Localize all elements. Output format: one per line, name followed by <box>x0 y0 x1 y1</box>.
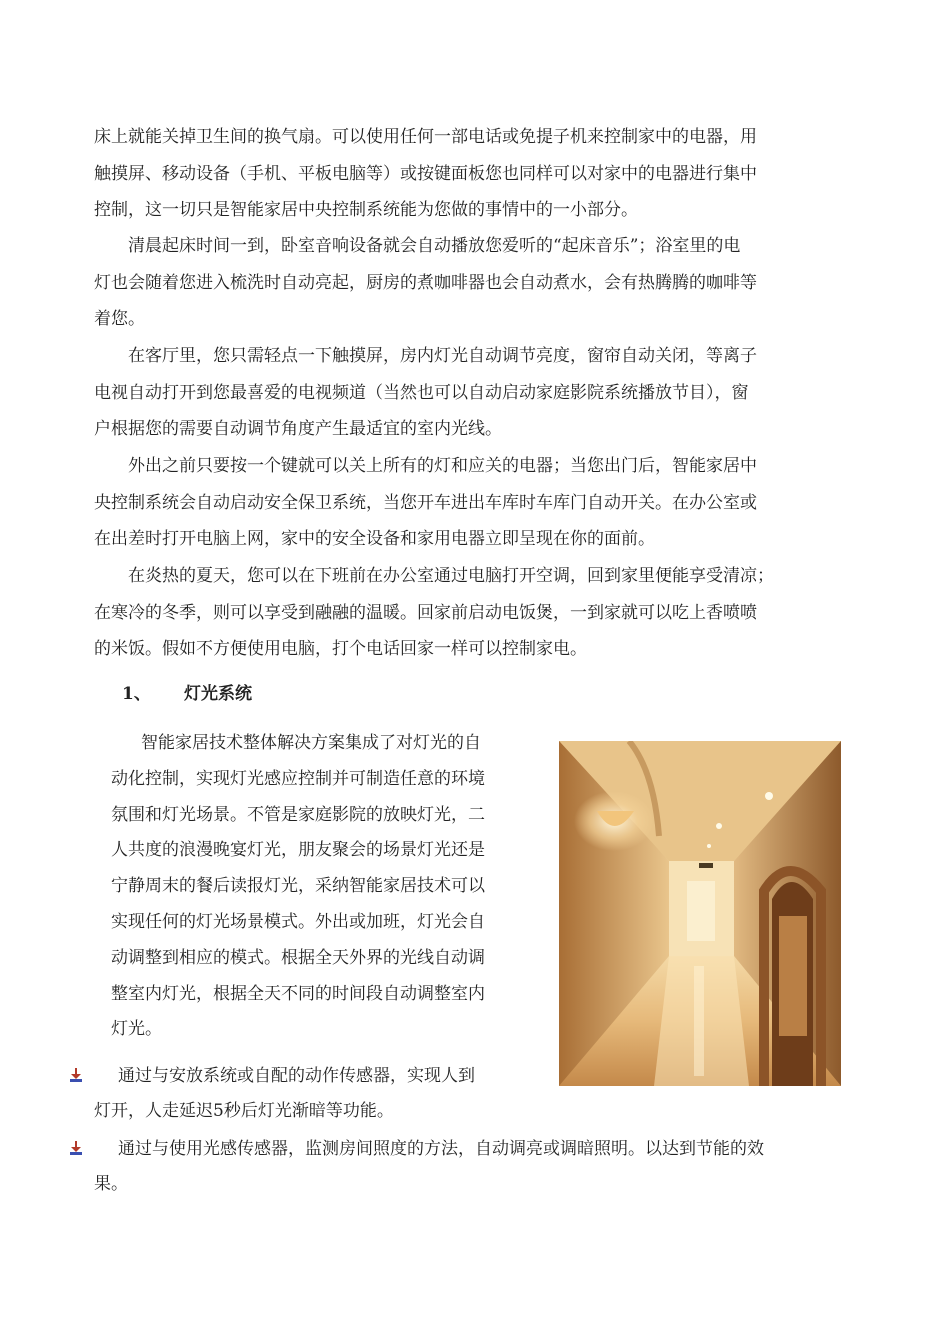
paragraph-1 <box>94 119 859 229</box>
paragraph-3 <box>94 338 859 448</box>
text-line: 外出之前只要按一个键就可以关上所有的灯和应关的电器；当您出门后，智能家居中 <box>94 456 757 476</box>
text-line: 电视自动打开到您最喜爱的电视频道（当然也可以自动启动家庭影院系统播放节目），窗 <box>94 382 749 403</box>
text-line: 户根据您的需要自动调节角度产生最适宜的室内光线。 <box>94 419 502 439</box>
text-line: 的米饭。假如不方便使用电脑，打个电话回家一样可以控制家电。 <box>94 639 587 659</box>
paragraph-2 <box>94 228 859 338</box>
bullet-2-line-2: 果。 <box>94 1174 128 1194</box>
text-line: 人共度的浪漫晚宴灯光，朋友聚会的场景灯光还是 <box>111 840 485 861</box>
paragraph-lighting-intro <box>111 726 531 1048</box>
text-line: 着您。 <box>94 309 145 329</box>
bullet-1-line-2: 灯开，人走延迟5秒后灯光渐暗等功能。 <box>94 1101 394 1121</box>
paragraph-5 <box>94 558 859 668</box>
paragraph-4 <box>94 448 859 558</box>
bullet-arrow-icon <box>70 1068 82 1082</box>
text-line: 在出差时打开电脑上网，家中的安全设备和家用电器立即呈现在你的面前。 <box>94 529 655 549</box>
text-line: 智能家居技术整体解决方案集成了对灯光的自 <box>141 733 481 753</box>
text-line: 整室内灯光，根据全天不同的时间段自动调整室内 <box>111 983 485 1004</box>
text-line: 动化控制，实现灯光感应控制并可制造任意的环境 <box>111 768 485 789</box>
text-line: 床上就能关掉卫生间的换气扇。可以使用任何一部电话或免提子机来控制家中的电器，用 <box>94 127 757 147</box>
text-line: 动调整到相应的模式。根据全天外界的光线自动调 <box>111 947 485 968</box>
section-title: 灯光系统 <box>184 684 252 704</box>
text-line: 宁静周末的餐后读报灯光，采纳智能家居技术可以 <box>111 876 485 897</box>
corridor-photo <box>559 741 841 1086</box>
text-line: 清晨起床时间一到，卧室音响设备就会自动播放您爱听的“起床音乐”；浴室里的电 <box>94 236 741 256</box>
text-line: 在寒冷的冬季，则可以享受到融融的温暖。回家前启动电饭煲，一到家就可以吃上香喷喷 <box>94 602 757 623</box>
text-line: 在客厅里，您只需轻点一下触摸屏，房内灯光自动调节亮度，窗帘自动关闭，等离子 <box>94 346 757 366</box>
section-heading <box>122 679 252 704</box>
text-line: 触摸屏、移动设备（手机、平板电脑等）或按键面板您也同样可以对家中的电器进行集中 <box>94 163 757 184</box>
bullet-arrow-icon <box>70 1141 82 1155</box>
text-line: 灯也会随着您进入梳洗时自动亮起，厨房的煮咖啡器也会自动煮水，会有热腾腾的咖啡等 <box>94 272 757 293</box>
bullet-1-line-1: 通过与安放系统或自配的动作传感器，实现人到 <box>118 1066 475 1086</box>
text-line: 在炎热的夏天，您可以在下班前在办公室通过电脑打开空调，回到家里便能享受清凉； <box>94 566 774 586</box>
text-line: 控制，这一切只是智能家居中央控制系统能为您做的事情中的一小部分。 <box>94 200 638 220</box>
text-line: 央控制系统会自动启动安全保卫系统，当您开车进出车库时车库门自动开关。在办公室或 <box>94 492 757 513</box>
bullet-2-line-1: 通过与使用光感传感器，监测房间照度的方法，自动调亮或调暗照明。以达到节能的效 <box>118 1139 764 1159</box>
text-line: 氛围和灯光场景。不管是家庭影院的放映灯光，二 <box>111 804 485 825</box>
text-line: 灯光。 <box>111 1019 162 1040</box>
text-line: 实现任何的灯光场景模式。外出或加班，灯光会自 <box>111 911 485 932</box>
section-number: 1、 <box>122 684 151 704</box>
